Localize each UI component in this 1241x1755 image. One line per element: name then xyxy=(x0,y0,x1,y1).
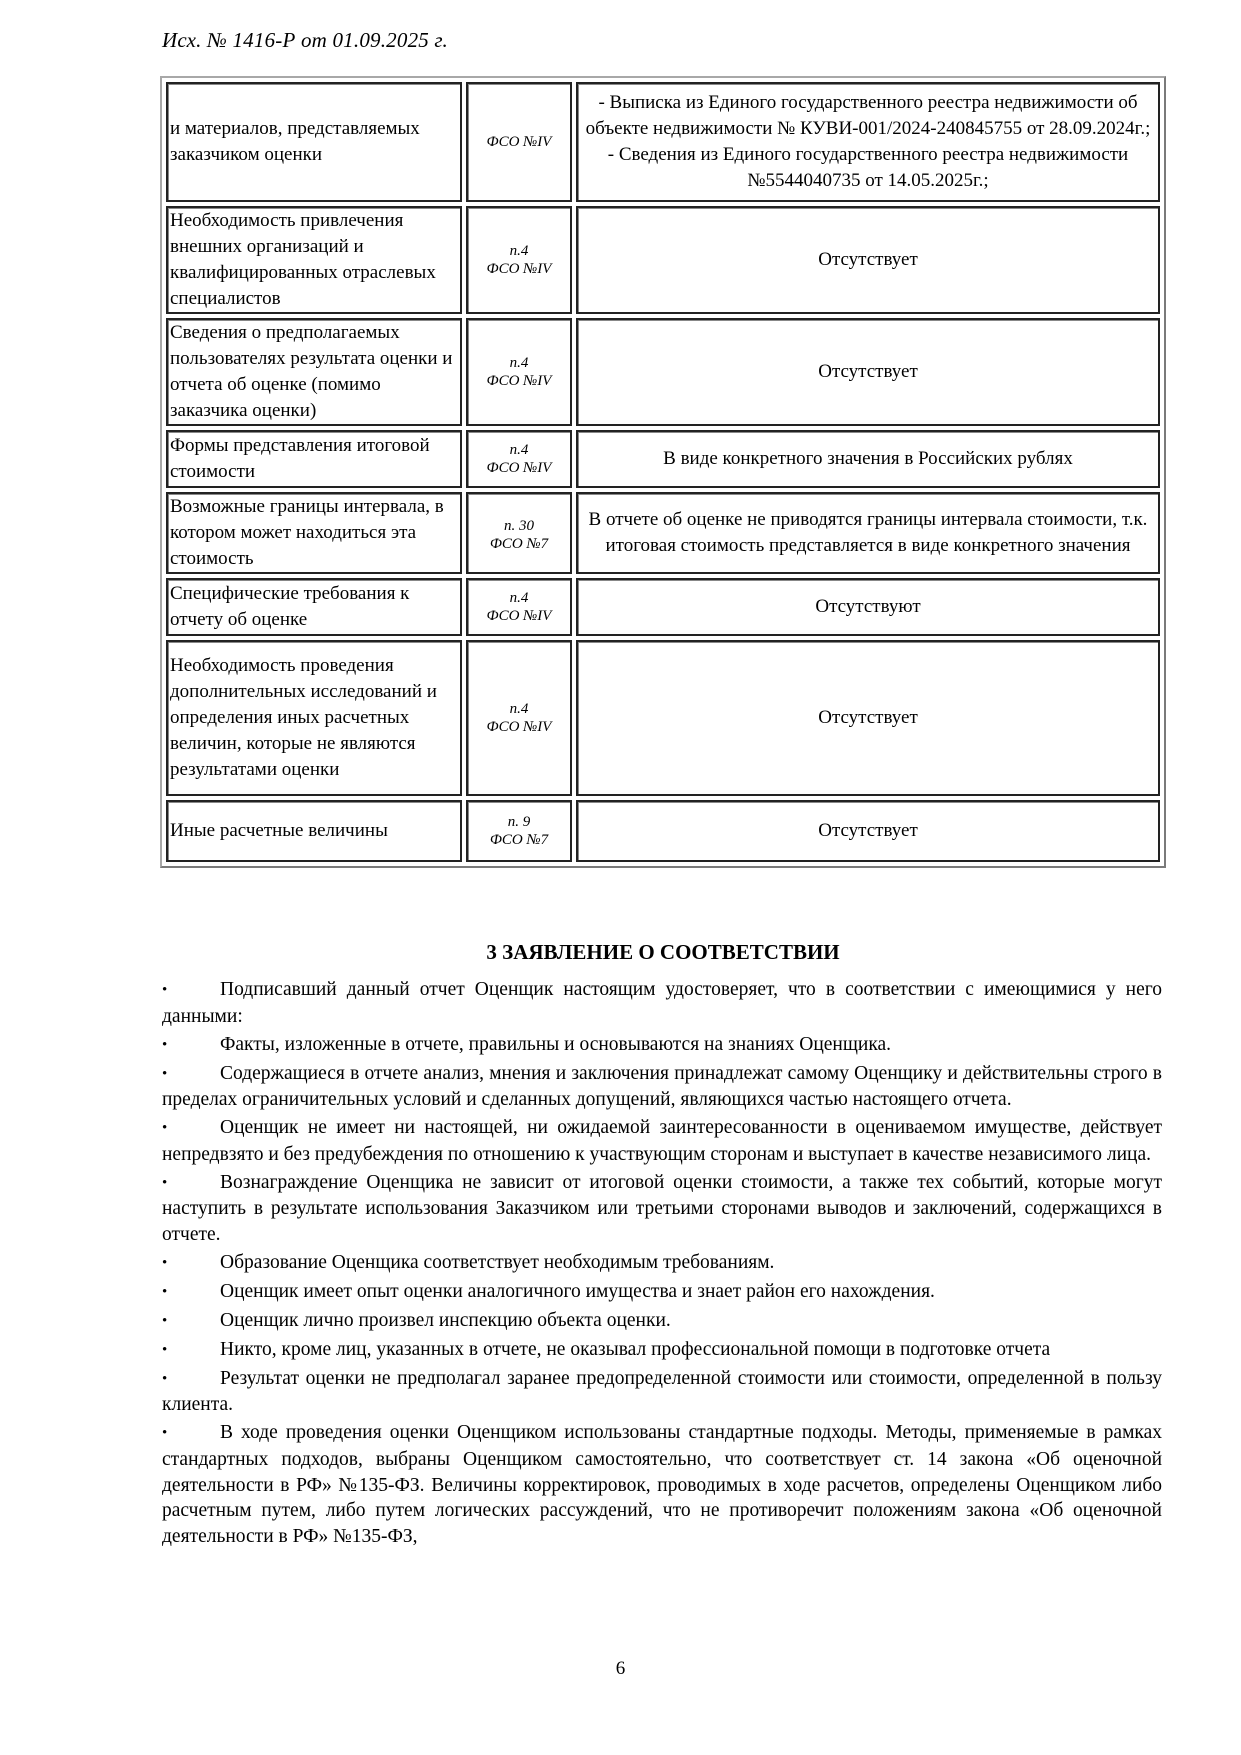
section-heading: 3 ЗАЯВЛЕНИЕ О СООТВЕТСТВИИ xyxy=(486,940,840,964)
list-item-text: Результат оценки не предполагал заранее предопределенной стоимости или стоимости, определенной в пользу клиента. xyxy=(162,1367,1162,1416)
list-item-text: Факты, изложенные в отчете, правильны и основываются на знаниях Оценщика. xyxy=(220,1033,892,1055)
reference-cell xyxy=(466,82,572,202)
parameter-cell: Иные расчетные величины xyxy=(166,800,462,862)
reference-cell xyxy=(466,800,572,862)
list-item-text: Подписавший данный отчет Оценщик настоящим удостоверяет, что в соответствии с имеющимися у него данными: xyxy=(162,979,1162,1027)
reference-clause: п.4 xyxy=(509,355,529,371)
reference-standard: ФСО №IV xyxy=(486,460,552,476)
bullet-icon: • xyxy=(162,1120,168,1137)
reference-cell xyxy=(466,430,572,488)
table-row xyxy=(166,82,1160,202)
value-cell: Отсутствует xyxy=(576,318,1160,426)
value-line: - Выписка из Единого государственного реестра недвижимости об объекте недвижимости № КУВИ-001/2024-240845755 от 28.09.2024г.; xyxy=(585,92,1151,139)
assessment-parameters-table xyxy=(160,76,1166,868)
list-item-text: Содержащиеся в отчете анализ, мнения и заключения принадлежат самому Оценщику и действительны строго в пределах ограничительных условий и сделанных допущений, являющихся частью настоящего отчета. xyxy=(162,1062,1162,1111)
reference-standard: ФСО №IV xyxy=(486,373,552,389)
bullet-icon: • xyxy=(162,1312,168,1329)
reference-cell xyxy=(466,640,572,796)
parameter-cell: и материалов, представляемых заказчиком оценки xyxy=(166,82,462,202)
value-cell: Отсутствует xyxy=(576,640,1160,796)
list-item xyxy=(162,1170,1162,1248)
reference-standard: ФСО №IV xyxy=(486,719,552,735)
table-row xyxy=(166,318,1160,426)
reference-clause: п. 30 xyxy=(504,518,534,534)
bullet-icon: • xyxy=(162,1065,168,1082)
list-item xyxy=(162,1420,1162,1549)
list-item-text: Образование Оценщика соответствует необходимым требованиям. xyxy=(220,1251,775,1273)
value-cell: Отсутствует xyxy=(576,206,1160,314)
value-cell: В виде конкретного значения в Российских рублях xyxy=(576,430,1160,488)
value-line: - Сведения из Единого государственного реестра недвижимости №5544040735 от 14.05.2025г.; xyxy=(607,144,1129,191)
list-item xyxy=(162,1337,1162,1364)
table-row xyxy=(166,430,1160,488)
bullet-icon: • xyxy=(162,1174,168,1191)
reference-clause: п.4 xyxy=(509,590,529,606)
list-item xyxy=(162,1366,1162,1418)
reference-standard: ФСО №IV xyxy=(486,134,552,150)
list-item-text: Вознаграждение Оценщика не зависит от итоговой оценки стоимости, а также тех событий, которые могут наступить в результате использования Заказчиком или третьими сторонами выводов и заключений, содержащихся в отчете. xyxy=(162,1171,1162,1245)
parameter-cell: Сведения о предполагаемых пользователях результата оценки и отчета об оценке (помимо заказчика оценки) xyxy=(166,318,462,426)
list-item xyxy=(162,1308,1162,1335)
reference-cell xyxy=(466,492,572,574)
value-cell: Отсутствуют xyxy=(576,578,1160,636)
reference-standard: ФСО №IV xyxy=(486,261,552,277)
reference-standard: ФСО №7 xyxy=(489,536,549,552)
bullet-icon: • xyxy=(162,982,168,998)
reference-standard: ФСО №IV xyxy=(486,608,552,624)
list-item-text: В ходе проведения оценки Оценщиком использованы стандартные подходы. Методы, применяемые в рамках стандартных подходов, выбраны Оценщиком самостоятельно, что соответствует ст. 14 закона «Об оценочной деятельности в РФ» №135-ФЗ. Величины корректировок, проводимых в ходе расчетов, определены Оценщиком либо расчетным путем, либо путем логических рассуждений, что не противоречит положениям закона «Об оценочной деятельности в РФ» №135-ФЗ, xyxy=(162,1422,1162,1547)
list-item-text: Никто, кроме лиц, указанных в отчете, не оказывал профессиональной помощи в подготовке отчета xyxy=(220,1338,1051,1360)
reference-clause: п.4 xyxy=(509,442,529,458)
list-item-text: Оценщик не имеет ни настоящей, ни ожидаемой заинтересованности в оцениваемом имуществе, действует непредвзято и без предубеждения по отношению к участвующим сторонам и выступает в качестве независимого лица. xyxy=(162,1117,1162,1165)
parameter-cell: Необходимость проведения дополнительных исследований и определения иных расчетных величин, которые не являются результатами оценки xyxy=(166,640,462,796)
bullet-icon: • xyxy=(162,1036,168,1053)
bullet-icon: • xyxy=(162,1425,168,1442)
list-item xyxy=(162,1250,1162,1277)
value-cell xyxy=(576,82,1160,202)
parameter-cell: Формы представления итоговой стоимости xyxy=(166,430,462,488)
parameter-cell: Возможные границы интервала, в котором может находиться эта стоимость xyxy=(166,492,462,574)
reference-clause: п.4 xyxy=(509,243,529,259)
table-row xyxy=(166,800,1160,862)
reference-cell xyxy=(466,206,572,314)
compliance-statement-list xyxy=(162,977,1162,1552)
parameter-cell: Специфические требования к отчету об оценке xyxy=(166,578,462,636)
list-item-text: Оценщик имеет опыт оценки аналогичного имущества и знает район его нахождения. xyxy=(220,1280,935,1302)
value-cell: В отчете об оценке не приводятся границы интервала стоимости, т.к. итоговая стоимость представляется в виде конкретного значения xyxy=(576,492,1160,574)
list-item xyxy=(162,1279,1162,1306)
list-item xyxy=(162,1115,1162,1167)
bullet-icon: • xyxy=(162,1370,168,1387)
reference-clause: п.4 xyxy=(509,701,529,717)
parameters-table xyxy=(162,78,1164,866)
parameter-cell: Необходимость привлечения внешних организаций и квалифицированных отраслевых специалистов xyxy=(166,206,462,314)
table-row xyxy=(166,492,1160,574)
list-item xyxy=(162,1061,1162,1113)
value-cell: Отсутствует xyxy=(576,800,1160,862)
table-row xyxy=(166,640,1160,796)
bullet-icon: • xyxy=(162,1283,168,1300)
reference-cell xyxy=(466,578,572,636)
list-item xyxy=(162,977,1162,1029)
reference-clause: п. 9 xyxy=(507,814,531,830)
list-item xyxy=(162,1032,1162,1059)
bullet-icon: • xyxy=(162,1341,168,1358)
document-reference: Исх. № 1416-Р от 01.09.2025 г. xyxy=(162,28,448,52)
reference-standard: ФСО №7 xyxy=(489,832,549,848)
table-row xyxy=(166,206,1160,314)
page-number: 6 xyxy=(615,1658,626,1679)
reference-cell xyxy=(466,318,572,426)
table-row xyxy=(166,578,1160,636)
bullet-icon: • xyxy=(162,1254,168,1271)
list-item-text: Оценщик лично произвел инспекцию объекта оценки. xyxy=(220,1309,671,1331)
